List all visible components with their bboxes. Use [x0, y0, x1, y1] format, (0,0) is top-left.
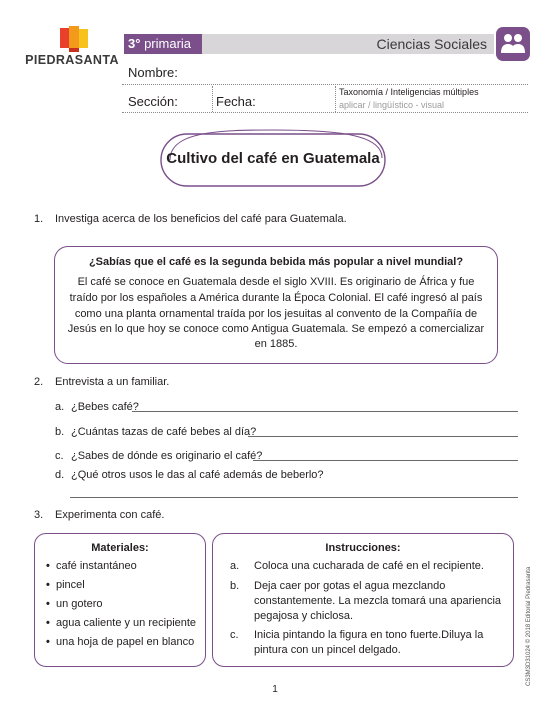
materials-title: Materiales:	[91, 542, 149, 554]
answer-line[interactable]	[132, 411, 518, 412]
item-letter: d.	[55, 469, 65, 481]
materials-item	[46, 560, 137, 572]
info-box-line: El café se conoce en Guatemala desde el siglo XVIII. Es originario de África y fue	[77, 276, 475, 288]
date-label: Fecha:	[216, 94, 256, 109]
bullet-icon: •	[46, 598, 50, 610]
question-text: Entrevista a un familiar.	[55, 376, 170, 388]
interview-question: ¿Cuántas tazas de café bebes al día?	[71, 426, 257, 438]
info-box-heading: ¿Sabías que el café es la segunda bebida más popular a nivel mundial?	[88, 256, 464, 268]
instructions-title: Instrucciones:	[325, 542, 401, 554]
answer-line[interactable]	[253, 460, 518, 461]
grade-bar	[124, 34, 202, 54]
bullet-icon: •	[46, 579, 50, 591]
step-text: pintura con un pincel delgado.	[254, 644, 401, 656]
publisher-logo	[24, 26, 120, 74]
step-text: pegajosa y chiclosa.	[254, 610, 354, 622]
copyright-code: CS3M3D31024 © 2018 Editorial Piedrasanta	[526, 566, 532, 686]
info-box-line: en 1885.	[254, 338, 298, 350]
interview-question: ¿Bebes café?	[71, 401, 139, 413]
info-box-line: traído por los españoles a América durante la Época Colonial. El café ingresó al país	[69, 292, 483, 304]
bullet-icon: •	[46, 636, 50, 648]
logo-text: PIEDRASANTA	[25, 53, 119, 67]
interview-question: ¿Qué otros usos le das al café además de beberlo?	[71, 469, 324, 481]
grade-number: 3°	[128, 36, 141, 51]
materials-item-text: café instantáneo	[56, 560, 137, 572]
info-box-line: Jesús en lo que hoy se conoce como Antigua Guatemala. Se empezó a comercializar	[67, 323, 485, 335]
step-text: Inicia pintando la figura en tono fuerte.Diluya la	[254, 629, 484, 641]
question-text: Investiga acerca de los beneficios del café para Guatemala.	[55, 213, 347, 225]
section-field-line[interactable]	[122, 112, 528, 113]
step-text: constantemente. La mezcla tomará una apariencia	[254, 595, 502, 607]
book-logo-icon	[57, 26, 91, 52]
step-text: Coloca una cucharada de café en el recipiente.	[254, 560, 484, 572]
step-text: Deja caer por gotas el agua mezclando	[254, 580, 446, 592]
materials-item	[46, 636, 194, 648]
question-text: Experimenta con café.	[55, 509, 165, 521]
info-box-line: como una planta ornamental traída por los jesuitas al convento de la Compañía de	[74, 308, 478, 320]
answer-line[interactable]	[248, 436, 518, 437]
item-letter: c.	[55, 450, 64, 462]
materials-item	[46, 598, 102, 610]
question-number: 1.	[34, 213, 44, 225]
bullet-icon: •	[46, 617, 50, 629]
item-letter: a.	[55, 401, 65, 413]
materials-item-text: pincel	[56, 579, 85, 591]
name-field-line[interactable]	[122, 84, 528, 85]
materials-item-text: una hoja de papel en blanco	[56, 636, 195, 648]
materials-item-text: agua caliente y un recipiente	[56, 617, 197, 629]
page-title: Cultivo del café en Guatemala	[166, 150, 380, 167]
section-label: Sección:	[128, 94, 178, 109]
answer-line[interactable]	[70, 497, 518, 498]
materials-item	[46, 617, 196, 629]
question-number: 3.	[34, 509, 44, 521]
divider	[212, 86, 213, 112]
taxonomy-label: Taxonomía / Inteligencias múltiples	[339, 87, 479, 97]
step-letter: c.	[230, 629, 239, 641]
question-number: 2.	[34, 376, 44, 388]
materials-item-text: un gotero	[56, 598, 103, 610]
step-letter: b.	[230, 580, 240, 592]
divider	[335, 86, 336, 112]
taxonomy-values: aplicar / lingüístico - visual	[339, 100, 445, 110]
grade-level: primaria	[144, 36, 192, 51]
subject-bar: Ciencias Sociales	[202, 34, 494, 54]
item-letter: b.	[55, 426, 65, 438]
group-people-icon	[496, 27, 530, 61]
interview-question: ¿Sabes de dónde es originario el café?	[71, 450, 263, 462]
bullet-icon: •	[46, 560, 50, 572]
page-number: 1	[272, 684, 278, 695]
materials-item	[46, 579, 85, 591]
name-label: Nombre:	[128, 65, 178, 80]
step-letter: a.	[230, 560, 240, 572]
